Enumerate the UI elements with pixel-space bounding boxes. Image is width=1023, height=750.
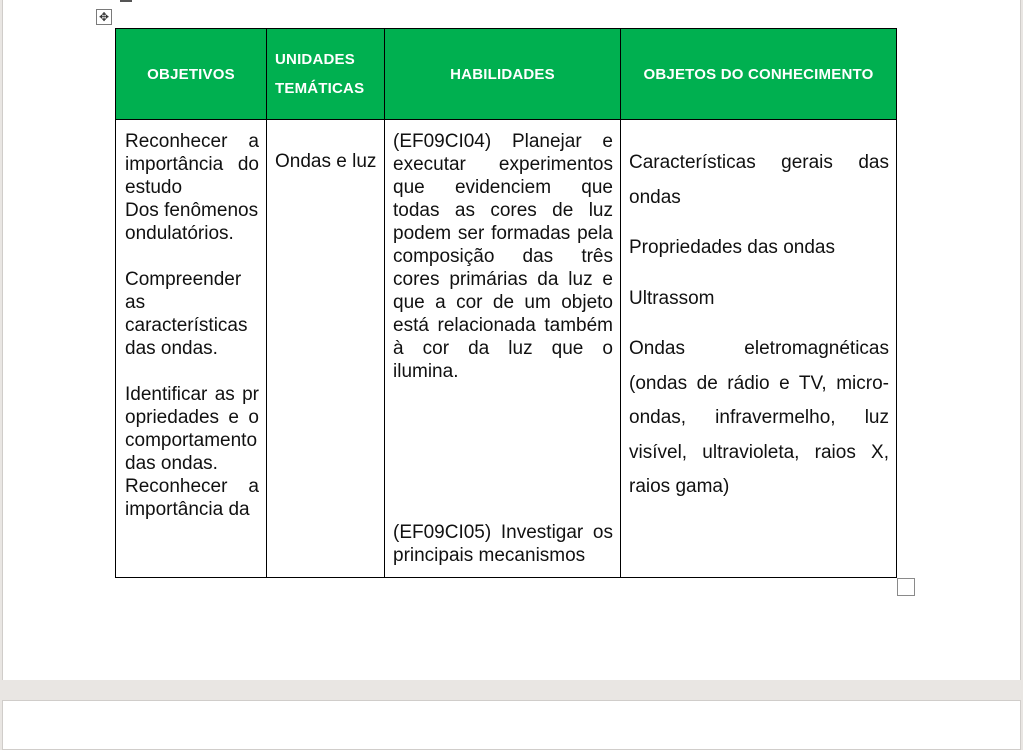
cell-objetos-do-conhecimento[interactable] xyxy=(621,120,897,578)
objeto-text: Características gerais das ondas xyxy=(629,152,889,208)
cell-unidades-tematicas[interactable] xyxy=(267,120,385,578)
objetivo-text: Reconhecer a importância do estudo xyxy=(125,131,259,198)
objetivo-text: Dos fenômenos ondulatórios. xyxy=(125,200,259,244)
header-habilidades[interactable]: HABILIDADES xyxy=(385,29,621,120)
header-objetivos[interactable]: OBJETIVOS xyxy=(116,29,267,120)
header-unidades-tematicas[interactable]: UNIDADES TEMÁTICAS xyxy=(267,29,385,120)
cell-habilidades[interactable] xyxy=(385,120,621,578)
objeto-text: Ondas eletromagnéticas (ondas de rádio e TV, micro-ondas, infravermelho, luz visível, ultravioleta, raios X, raios gama) xyxy=(629,338,889,497)
objeto-text: Propriedades das ondas xyxy=(629,237,835,258)
cell-objetivos[interactable] xyxy=(116,120,267,578)
objetivo-text: Identificar as propriedades e o comportamento das ondas. xyxy=(125,384,259,474)
table-move-icon[interactable]: ✥ xyxy=(96,9,112,25)
body-row xyxy=(116,120,897,578)
header-objetos-do-conhecimento[interactable]: OBJETOS DO CONHECIMENTO xyxy=(621,29,897,120)
habilidade-text: (EF09CI05) Investigar os principais mecanismos xyxy=(393,522,613,566)
table-resize-icon[interactable] xyxy=(897,578,915,596)
curriculum-table xyxy=(115,28,897,578)
document-page xyxy=(2,0,1021,680)
unidade-text: Ondas e luz xyxy=(275,151,377,172)
objetivo-text: Compreender as características das ondas. xyxy=(125,269,248,359)
habilidade-text: (EF09CI04) Planejar e executar experimentos que evidenciem que todas as cores de luz podem ser formadas pela composição das três cores primárias da luz e que a cor de um objeto está relacionada também à cor da luz que o ilumina. xyxy=(393,131,613,382)
page-top-mark xyxy=(120,0,132,2)
objeto-text: Ultrassom xyxy=(629,287,715,309)
header-row xyxy=(116,29,897,120)
objetivo-text: Reconhecer a importância da xyxy=(125,476,259,520)
